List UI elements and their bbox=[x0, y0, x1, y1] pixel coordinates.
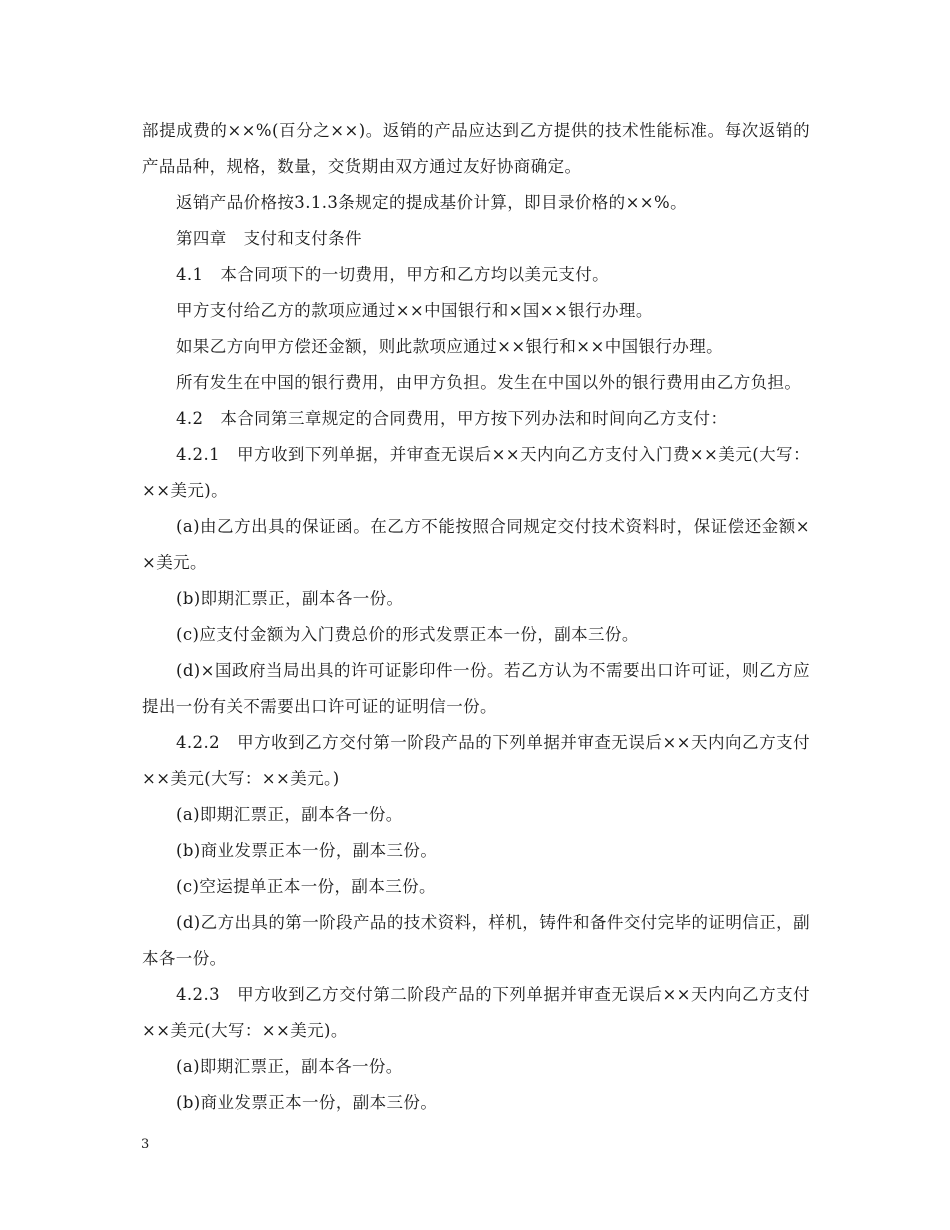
list-item: (b)商业发票正本一份，副本三份。 bbox=[176, 1093, 438, 1112]
list-item: (d)乙方出具的第一阶段产品的技术资料，样机，铸件和备件交付完毕的证明信正，副本各一份。 bbox=[142, 913, 810, 968]
list-item: (c)应支付金额为入门费总价的形式发票正本一份，副本三份。 bbox=[176, 625, 639, 644]
paragraph: 甲方支付给乙方的款项应通过××中国银行和×国××银行办理。 bbox=[176, 301, 653, 320]
list-item: (a)由乙方出具的保证函。在乙方不能按照合同规定交付技术资料时，保证偿还金额××美元。 bbox=[142, 517, 810, 572]
paragraph: 4.2 本合同第三章规定的合同费用，甲方按下列办法和时间向乙方支付： bbox=[176, 409, 728, 428]
paragraph: 4.2.3 甲方收到乙方交付第二阶段产品的下列单据并审查无误后××天内向乙方支付××美元(大写：××美元)。 bbox=[142, 985, 810, 1040]
list-item: (b)即期汇票正，副本各一份。 bbox=[176, 589, 404, 608]
chapter-heading: 第四章 支付和支付条件 bbox=[176, 229, 362, 248]
paragraph: 4.1 本合同项下的一切费用，甲方和乙方均以美元支付。 bbox=[176, 265, 610, 284]
list-item: (a)即期汇票正，副本各一份。 bbox=[176, 805, 403, 824]
list-item: (c)空运提单正本一份，副本三份。 bbox=[176, 877, 436, 896]
document-body bbox=[142, 113, 810, 1121]
page-number: 3 bbox=[141, 1137, 150, 1152]
paragraph: 所有发生在中国的银行费用，由甲方负担。发生在中国以外的银行费用由乙方负担。 bbox=[176, 373, 802, 392]
paragraph: 4.2.1 甲方收到下列单据，并审查无误后××天内向乙方支付入门费××美元(大写：××美元)。 bbox=[142, 445, 810, 500]
paragraph: 返销产品价格按3.1.3条规定的提成基价计算，即目录价格的××%。 bbox=[176, 193, 688, 212]
paragraph: 4.2.2 甲方收到乙方交付第一阶段产品的下列单据并审查无误后××天内向乙方支付××美元(大写：××美元。) bbox=[142, 733, 810, 788]
list-item: (a)即期汇票正，副本各一份。 bbox=[176, 1057, 403, 1076]
paragraph: 如果乙方向甲方偿还金额，则此款项应通过××银行和××中国银行办理。 bbox=[176, 337, 724, 356]
list-item: (d)×国政府当局出具的许可证影印件一份。若乙方认为不需要出口许可证，则乙方应提出一份有关不需要出口许可证的证明信一份。 bbox=[142, 661, 810, 716]
paragraph: 部提成费的××%(百分之××)。返销的产品应达到乙方提供的技术性能标准。每次返销的产品品种，规格，数量，交货期由双方通过友好协商确定。 bbox=[142, 121, 810, 176]
list-item: (b)商业发票正本一份，副本三份。 bbox=[176, 841, 438, 860]
